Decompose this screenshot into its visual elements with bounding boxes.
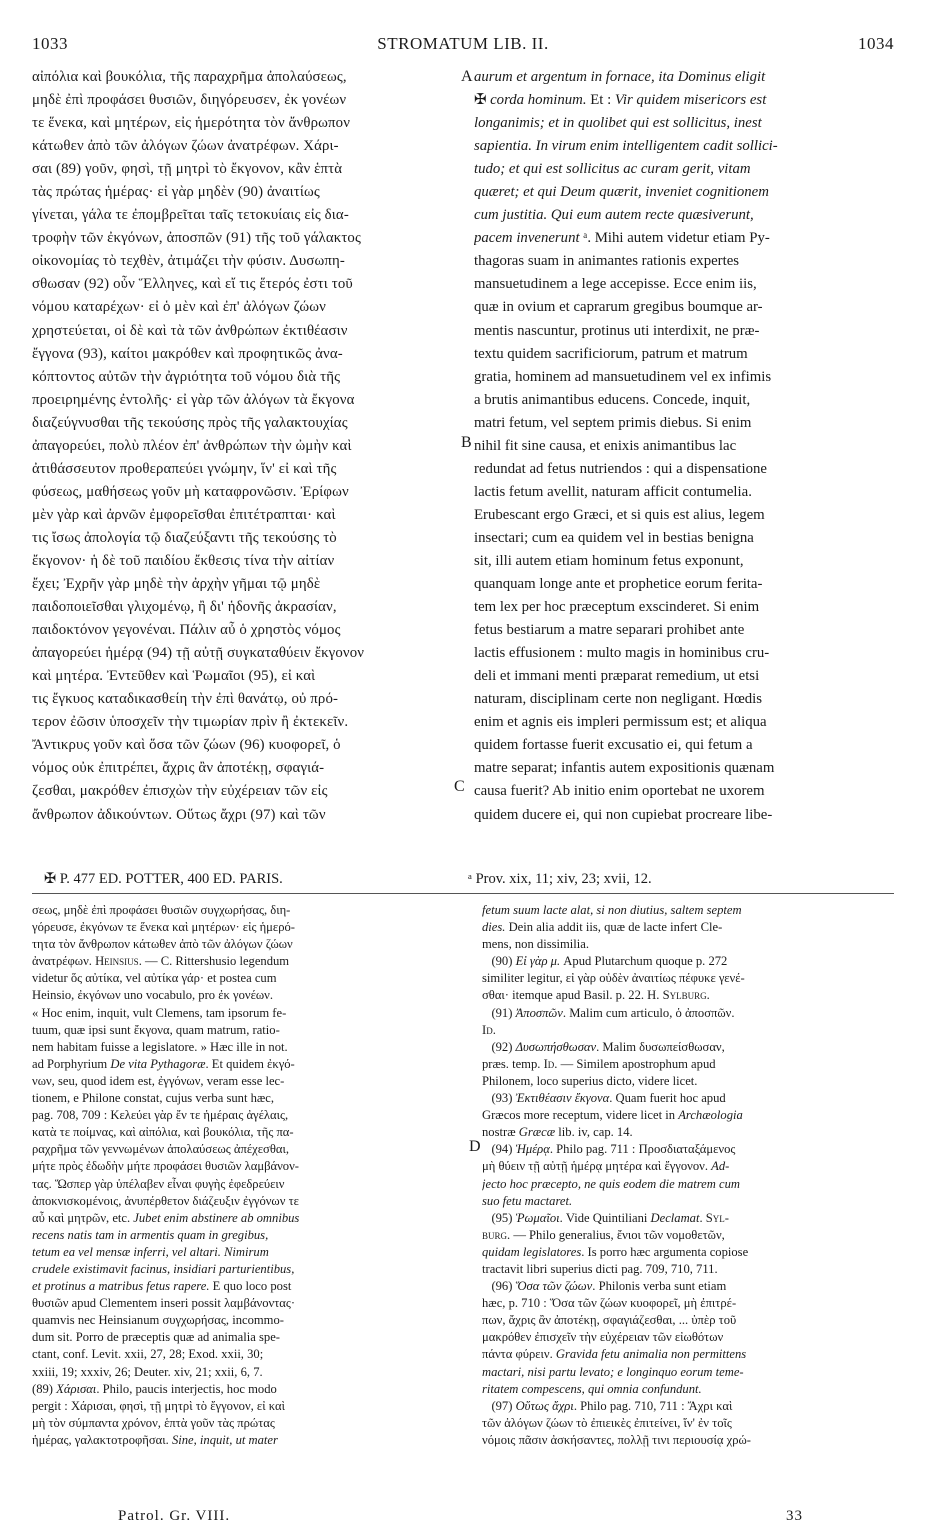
greek-text-line: διαζεύγνυσθαι τῆς τεκούσης πρὸς τῆς γαλακτουχίας [32,414,348,431]
note-line: (94) Ἡμέρᾳ. Philo pag. 711 : Προσδιαταξάμενος [482,1142,736,1157]
note-line: tractavit libri superius dicti pag. 709, 710, 711. [482,1261,718,1276]
greek-text-line: ἀπαγορεύει ἡμέρᾳ (94) τῇ αὐτῇ συγκαταθύειν ἔκγονον [32,645,365,662]
note-line: mactari, nisi partu levato; e longinquo eorum teme- [482,1364,744,1379]
greek-text-line: ἄνθρωπον ἀδικούντων. Οὕτως ἄχρι (97) καὶ τῶν [32,806,326,823]
latin-text-line: quidem fortasse fuerit excusatio ei, qui fetum a [474,737,753,754]
latin-text-line: redundat ad fetus nutriendos : qui a dispensatione [474,460,767,477]
latin-text-line: nihil fit sine causa, et enixis animantibus lac [474,437,737,454]
series-signature: Patrol. Gr. VIII. [118,1508,231,1524]
note-line: (89) Χάρισαι. Philo, paucis interjectis, hoc modo [32,1381,277,1396]
scripture-footnote: ᵃ Prov. xix, 11; xiv, 23; xvii, 12. [468,871,652,887]
latin-text-line: ✠ corda hominum. Et : Vir quidem misericors est [474,92,767,109]
latin-text-line: matri fetum, vel septem primis diebus. Si enim [474,414,752,431]
greek-text-line: παιδοποιεῖσθαι γλιχομένῳ, ἢ δι' ἡδονῆς ἀκρασίαν, [32,599,337,616]
note-line: recens natis tam in armentis quam in gregibus, [32,1227,269,1242]
note-line: præs. temp. Id. — Similem apostrophum apud [482,1056,716,1071]
latin-text-line: textu quidem sacrificiorum, patrum et matrum [474,345,748,362]
greek-text-line: ἔχει; Ἐχρῆν γὰρ μηδὲ τὴν ἀρχὴν γῆμαι τῷ μηδὲ [32,576,321,593]
latin-text-line: gratia, hominem ad mansuetudinem vel ex infimis [474,368,772,385]
note-line: ἀποκνισκομένοις, ἀνυπέρθετον διάζευξιν ἐγγόνων τε [32,1193,299,1208]
note-line: πάντα φύρειν. Gravida fetu animalia non permittens [482,1347,747,1362]
latin-text-line: a brutis animantibus educens. Concede, inquit, [474,391,751,408]
greek-text-line: οἰκονομίας τὸ τεχθὲν, ἀτιμάζει τὴν φύσιν. Δυσωπη- [32,253,345,270]
greek-text-line: τὰς πρώτας ἡμέρας· εἰ γὰρ μηδὲν (90) ἀναιτίως [32,184,320,201]
note-line: νων, seu, quod idem est, ἐγγόνων, veram esse lec- [32,1073,285,1088]
note-line: mens, non dissimilia. [482,937,590,952]
note-line: μήτε πρὸς ἐδωδὴν μήτε προφάσει θυσιῶν λαμβάνον- [32,1159,299,1174]
greek-text-line: νόμου καταρέχων· εἰ ὁ μὲν καὶ ἐπ' ἀλόγων ζώων [32,299,326,316]
note-line: κατὰ τε ποίμνας, καὶ αἰπόλια, καὶ βουκόλια, τῆς πα- [32,1125,294,1140]
latin-text-line: thagoras suam in animantes rationis expertes [474,253,740,270]
note-line: (93) Ἐκτιθέασιν ἔκγονα. Quam fuerit hoc apud [482,1091,726,1106]
note-line: nostræ Græcæ lib. iv, cap. 14. [482,1125,633,1140]
latin-text-line: insectari; cum ea quidem vel in bestias benigna [474,529,754,546]
greek-text-line: αἰπόλια καὶ βουκόλια, τῆς παραχρῆμα ἀπολαύσεως, [32,69,347,85]
note-line: burg. — Philo generalius, ἔνιοι τῶν νομοθετῶν, [482,1227,725,1242]
note-line: ραχρῆμα τῶν γεννωμένων ἀπολαύσεως ἀπέχεσθαι, [32,1142,289,1157]
greek-text-line: τροφὴν τῶν ἐκγόνων, ἀποσπῶν (91) τῆς τοῦ γάλακτος [32,230,361,247]
greek-text-line: νόμος οὐκ ἐπιτρέπει, ἄχρις ἂν ἀποτέκῃ, σφαγιά- [32,760,325,777]
greek-text-line: ἀτιθάσσευτον προθεραπεύει γνώμην, ἵν' εἰ καὶ τῆς [32,460,337,477]
latin-text-column [474,66,894,827]
latin-text-line: aurum et argentum in fornace, ita Dominus eligit [474,69,766,85]
greek-text-line: ἔγγονα (93), καίτοι μακρόθεν καὶ προφητικῶς ἀνα- [32,345,343,362]
note-line: (95) Ῥωμαῖοι. Vide Quintiliani Declamat. Syl- [482,1210,729,1225]
latin-text-line: longanimis; et in quolibet qui est sollicitus, inest [474,115,762,132]
note-line: θυσιῶν apud Clementem inseri possit λαμβάνοντας· [32,1296,296,1311]
latin-text-line: quanquam longe ante et prophetice eorum ferita- [474,576,763,593]
note-line: μὴ τὸν σύμπαντα χρόνον, ἑπτὰ γοῦν τὰς πρώτας [32,1415,275,1430]
latin-text-line: quæret; et qui Deum quærit, inveniet cognitionem [474,184,769,201]
greek-text-line: ἔκγονον· ἡ δὲ τοῦ παιδίου ἔκθεσις τίνα τὴν αἰτίαν [32,552,335,569]
note-line: μακρόθεν ἐπισχεῖν τὴν εὐχέρειαν τῶν εἰωθότων [482,1330,724,1345]
note-line: quamvis nec Heinsianum συγχωρήσας, incommo- [32,1313,284,1328]
note-line: (97) Οὕτως ἄχρι. Philo pag. 710, 711 : Ἄχρι καὶ [482,1398,733,1413]
greek-text-line: κάτωθεν ἀπὸ τῶν ἀλόγων ζώων ἀνατρέφων. Χάρι- [32,138,339,155]
note-line: xxiii, 19; xxxiv, 26; Deuter. xiv, 21; xxii, 6, 7. [32,1364,263,1379]
greek-text-line: Ἄντικρυς γοῦν καὶ ὅσα τῶν ζώων (96) κυοφορεῖ, ὁ [32,737,341,754]
note-line: ἀνατρέφων. Heinsius. — C. Rittershusio legendum [32,954,290,969]
latin-text-line: mentis nascuntur, protinus uti interdixit, ne præ- [474,322,760,339]
latin-text-line: lactis fetum avellit, naturam afficit contumelia. [474,483,752,500]
note-line: (96) Ὅσα τῶν ζώων. Philonis verba sunt etiam [482,1279,727,1294]
latin-text-line: fetus bestiarum a matre separari prohibet ante [474,622,745,639]
margin-letter-a: A [461,68,473,85]
note-line: (91) Ἀποσπῶν. Malim cum articulo, ὁ ἀποσπῶν. [482,1005,735,1020]
note-line: tuum, quæ ipsi sunt ἔκγονα, quam matrum, ratio- [32,1022,280,1037]
greek-text-line: τερον ἐῶσιν ὑποσχεῖν τὴν τιμωρίαν πρὶν ἢ ἐκτεκεῖν. [32,714,349,731]
latin-text-line: sapientia. In virum enim intelligentem cadit sollici- [474,138,778,155]
latin-text-line: sit, illi autem etiam hominum fetus exponunt, [474,552,744,569]
note-line: Id. [482,1022,496,1037]
note-line: αὖ καὶ μητρῶν, etc. Jubet enim abstinere ab omnibus [32,1210,300,1225]
greek-text-line: χρηστεύεται, οἱ δὲ καὶ τὰ τῶν ἀνθρώπων ἐκτιθέασιν [32,322,348,339]
note-line: ad Porphyrium De vita Pythagoræ. Et quidem ἐκγό- [32,1056,295,1071]
note-line: tionem, e Philone constat, cujus verba sunt hæc, [32,1091,275,1106]
note-line: hæc, p. 710 : Ὅσα τῶν ζώων κυοφορεῖ, μὴ ἐπιτρέ- [482,1296,737,1311]
note-line: τας. Ὥσπερ γὰρ ὑπέλαβεν εἶναι φυγὴς ἐφεδρεύειν [32,1176,285,1191]
left-page-number: 1033 [32,34,68,53]
note-line: dies. Dein alia addit iis, quæ de lacte infert Cle- [482,920,723,935]
note-line: Græcos more receptum, videre licet in Archæologia [482,1108,743,1123]
note-line: (92) Δυσωπήσθωσαν. Malim δυσωπείσθωσαν, [482,1039,725,1054]
latin-text-line: naturam, disciplinam certe non negligant. Hœdis [474,691,763,708]
latin-text-line: cum justitia. Qui eum autem recte quæsiverunt, [474,207,754,224]
note-line: τητα τὸν ἄνθρωπον κάτωθεν ἀπὸ τῶν ἀλόγων ζώων [32,937,293,952]
greek-text-line: μὲν γὰρ καὶ ἀρνῶν ἐμφορεῖσθαι ἐπιτέτραπται· καὶ [32,506,336,523]
note-line: videtur ὅς αὐτίκα, vel αὐτίκα γάρ· et postea cum [32,971,277,986]
greek-text-line: μηδὲ ἐπὶ προφάσει θυσιῶν, διηγόρευσεν, ἐκ γονέων [32,92,347,109]
note-line: crudele existimavit facinus, insidiari parturientibus, [32,1261,295,1276]
edition-note: ✠ P. 477 ED. POTTER, 400 ED. PARIS. [44,871,283,887]
running-header [32,34,894,56]
notes-right-column [482,902,900,1449]
note-line: pergit : Χάρισαι, φησὶ, τῇ μητρὶ τὸ ἔγγονον, εἰ καὶ [32,1398,285,1413]
note-line: fetum suum lacte alat, si non diutius, saltem septem [482,903,742,917]
right-page-number: 1034 [858,34,894,53]
note-line: Heinsio, ἐκγόνων uno vocabulo, pro ἐκ γονέων. [32,988,273,1003]
latin-text-line: enim et agnis eis impleri permissum est; et aliqua [474,714,767,731]
note-line: et protinus a matribus fetus rapere. E quo loco post [32,1279,292,1294]
footnote-rule [32,893,894,894]
note-line: Philonem, loco superius dicto, videre licet. [482,1073,698,1088]
latin-text-line: tudo; et qui est sollicitus ac curam gerit, vitam [474,161,751,178]
margin-letter-c: C [454,778,465,795]
greek-text-line: παιδοκτόνον γεγονέναι. Πάλιν αὖ ὁ χρηστὸς νόμος [32,622,341,639]
greek-text-line: σθωσαν (92) οὖν Ἕλληνες, καὶ εἴ τις ἕτερός ἐστι τοῦ [32,276,353,293]
latin-text-line: Erubescant ergo Græci, et si quis est alius, legem [474,506,765,523]
latin-text-line: mansuetudinem a lege accepisse. Ecce enim iis, [474,276,757,293]
note-line: ritatem compescens, qui omnia confundunt. [482,1381,702,1396]
latin-text-line: deli et immani menti præparat remedium, ut etsi [474,668,760,685]
note-line: pag. 708, 709 : Κελεύει γὰρ ἔν τε ἡμέραις ἀγέλαις, [32,1108,289,1123]
running-title: STROMATUM LIB. II. [377,34,549,53]
greek-text-line: γίνεται, γάλα τε ἐπομβρεῖται ταῖς τετοκυίαις εἰς δια- [32,207,349,224]
greek-text-line: ἀπαγορεύει, πολὺ πλέον ἐπ' ἀνθρώπων τὴν ὠμὴν καὶ [32,437,352,454]
greek-text-line: τις ἴσως ἀπολογία τῷ διαζεύξαντι τῆς τεκούσης τὸ [32,529,337,546]
greek-text-column [32,66,452,827]
greek-text-line: τις ἔγκυος καταδικασθείη τὴν ἐπὶ θανάτῳ, οὐ πρό- [32,691,339,708]
greek-text-line: κόπτοντος αὐτῶν τὴν ἀγριότητα τοῦ νόμου διὰ τῆς [32,368,341,385]
note-line: tetum ea vel mensæ inferri, vel altari. Nimirum [32,1244,269,1259]
notes-left-column [32,902,450,1449]
signature-number: 33 [786,1508,803,1524]
note-line: σθαι· itemque apud Basil. p. 22. H. Sylburg. [482,988,710,1003]
greek-text-line: ζεσθαι, μακρόθεν ἐπισχὼν τὴν εὐχέρειαν τῶν εἰς [32,783,328,800]
note-line: nem habitam fuisse a legislatore. » Hæc ille in not. [32,1039,288,1054]
greek-text-line: προειρημένης ἐντολῆς· εἰ γὰρ τῶν ἀλόγων τὰ ἔκγονα [32,391,355,408]
greek-text-line: φύσεως, μαθήσεως γοῦν μὴ καταφρονῶσιν. Ἐρίφων [32,483,349,500]
latin-text-line: causa fuerit? Ab initio enim oportebat ne uxorem [474,783,765,800]
latin-text-line: quæ in ovium et caprarum gregibus boumque ar- [474,299,763,316]
note-line: τῶν ἀλόγων ζώων τὸ ἐπιεικὲς ἐπιτείνει, ἵν' ἐν τοῖς [482,1415,732,1430]
note-line: (90) Εἰ γὰρ μ. Apud Plutarchum quoque p. 272 [482,954,728,969]
note-line: « Hoc enim, inquit, vult Clemens, tam ipsorum fe- [32,1005,287,1020]
note-line: νόμοις πᾶσιν ἀσκήσαντες, πολλῇ τινι περιουσίᾳ χρώ- [482,1432,751,1447]
latin-text-line: matre separat; infantis autem expositionis quænam [474,760,775,777]
latin-text-line: lactis effusionem : multo magis in hominibus cru- [474,645,770,662]
note-line: γόρευσε, ἐκγόνων τε ἕνεκα καὶ μητέρων· εἰς ἡμερό- [32,920,295,935]
note-line: πων, ἄχρις ἂν ἀποτέκῃ, σφαγιάζεσθαι, ... ὑπὲρ τοῦ [482,1313,737,1328]
latin-text-line: tem lex per hoc præceptum exscinderet. Si enim [474,599,760,616]
note-line: suo fetu mactaret. [482,1193,573,1208]
note-line: σεως, μηδὲ ἐπὶ προφάσει θυσιῶν συγχωρήσας, διη- [32,903,291,917]
note-line: ἡμέρας, γαλακτοτροφῆσαι. Sine, inquit, ut mater [32,1432,278,1447]
latin-text-line: pacem invenerunt ᵃ. Mihi autem videtur etiam Py- [474,230,770,247]
note-line: ctant, conf. Levit. xxii, 27, 28; Exod. xxii, 30; [32,1347,264,1362]
greek-text-line: καὶ μητέρα. Ἐντεῦθεν καὶ Ῥωμαῖοι (95), εἰ καὶ [32,668,316,685]
margin-letter-d: D [469,1138,481,1155]
latin-text-line: quidem ducere ei, qui non cupiebat procreare libe- [474,806,773,823]
note-line: μὴ θύειν τῇ αὐτῇ ἡμέρᾳ μητέρα καὶ ἔγγονον. Ad- [482,1159,730,1174]
note-line: jecto hoc præcepto, ne quis eodem die matrem cum [482,1176,740,1191]
greek-text-line: τε ἕνεκα, καὶ μητέρων, εἰς ἡμερότητα τὸν ἄνθρωπον [32,115,351,132]
note-line: quidam legislatores. Is porro hæc argumenta copiose [482,1244,749,1259]
note-line: similiter legitur, εἰ γὰρ οὐδὲν ἀναιτίως πέφυκε γενέ- [482,971,745,986]
note-line: dum sit. Porro de præceptis quæ ad animalia spe- [32,1330,280,1345]
greek-text-line: σαι (89) γοῦν, φησὶ, τῇ μητρὶ τὸ ἔκγονον, κἂν ἑπτὰ [32,161,343,178]
margin-letter-b: B [461,434,472,451]
